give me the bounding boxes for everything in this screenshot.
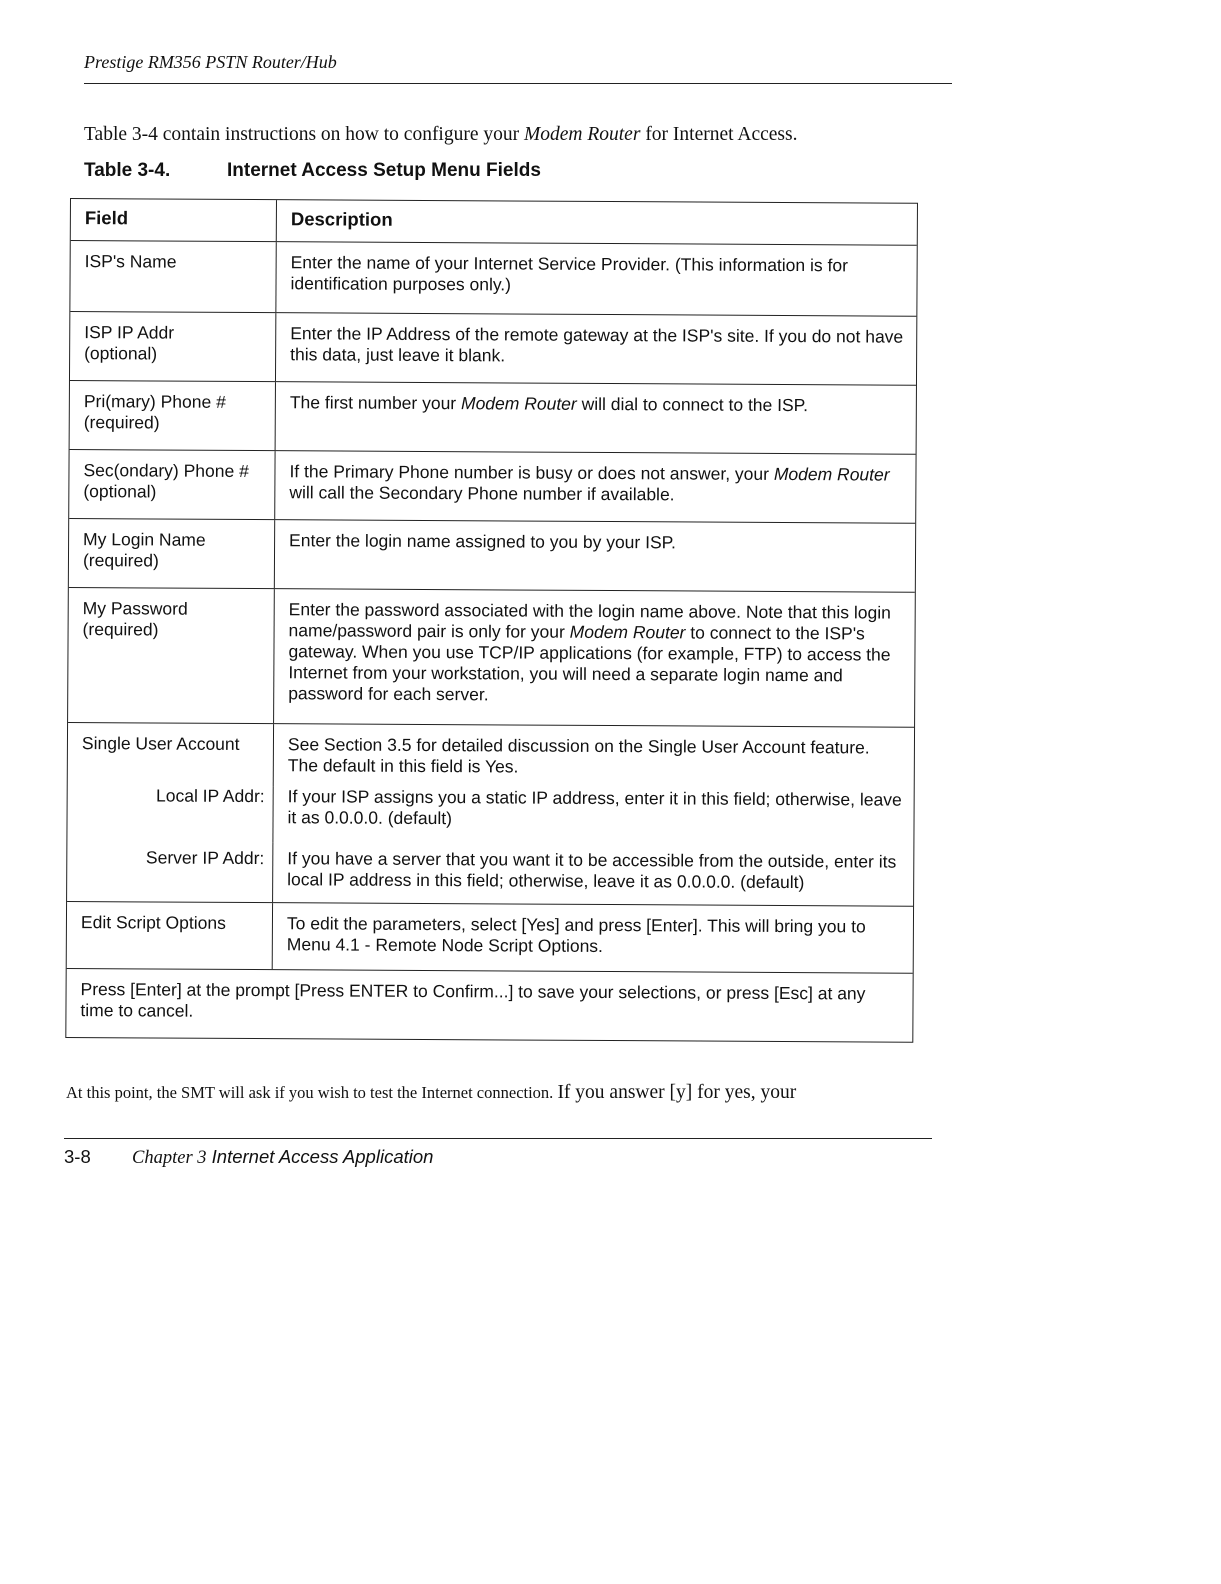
- closing-text-large: If you answer [y] for yes, your: [557, 1082, 797, 1103]
- desc-text: The first number your: [289, 392, 462, 414]
- field-cell: [70, 381, 276, 450]
- desc-emphasis: Modem Router: [460, 393, 577, 414]
- desc-text: will dial to connect to the ISP.: [576, 393, 809, 416]
- table-row: [69, 519, 915, 593]
- field-qualifier: (required): [82, 550, 159, 571]
- description-cell: Enter the IP Address of the remote gateway at the ISP's site. If you do not have this data, just leave it blank.: [290, 323, 904, 366]
- desc-text: will call the Secondary Phone number if available.: [289, 482, 675, 505]
- field-cell: [69, 519, 275, 588]
- intro-text-after: for Internet Access.: [640, 124, 798, 145]
- table-row: [69, 450, 915, 524]
- table-row: [68, 588, 915, 728]
- desc-text: to connect to the ISP's gateway. When you use TCP/IP applications (for example, FTP) to access the Internet from your workstation, you will need a separate login name and password for each server.: [288, 622, 891, 705]
- field-qualifier: (required): [82, 619, 159, 640]
- header-description: Description: [290, 208, 393, 230]
- field-cell: [70, 241, 276, 312]
- intro-emphasis: Modem Router: [524, 124, 641, 145]
- running-footer: [64, 1140, 932, 1169]
- footer-rule: [64, 1138, 932, 1139]
- single-user-subrow: [68, 723, 914, 790]
- field-name: Pri(mary) Phone #: [83, 391, 226, 412]
- local-ip-subrow: [67, 785, 913, 846]
- field-cell: [68, 588, 275, 723]
- closing-text-small: At this point, the SMT will ask if you wish to test the Internet connection.: [66, 1083, 558, 1102]
- field-qualifier: (required): [83, 412, 160, 433]
- server-ip-subrow: [67, 841, 913, 906]
- field-cell: [70, 312, 276, 381]
- description-cell: [275, 451, 915, 523]
- desc-text: If the Primary Phone number is busy or does not answer, your: [289, 461, 774, 484]
- field-cell: [69, 450, 275, 519]
- field-qualifier: (optional): [84, 343, 158, 364]
- intro-paragraph: [84, 124, 964, 146]
- header-field: Field: [71, 199, 277, 241]
- desc-emphasis: Modem Router: [569, 621, 686, 643]
- fields-table: [65, 198, 918, 1043]
- description-cell: Enter the login name assigned to you by your ISP.: [289, 530, 677, 553]
- description-cell: Enter the name of your Internet Service Provider. (This information is for identification purposes only.): [290, 252, 849, 295]
- table-row-single-user: [67, 723, 914, 907]
- description-cell: If you have a server that you want it to be accessible from the outside, enter its local IP address in this field; otherwise, leave it as 0.0.0.0. (default): [287, 848, 897, 893]
- description-cell: If your ISP assigns you a static IP address, enter it in this field; otherwise, leave it as 0.0.0.0. (default): [287, 786, 902, 829]
- table-row: [70, 241, 916, 317]
- closing-paragraph: [66, 1082, 946, 1104]
- description-cell: To edit the parameters, select [Yes] and press [Enter]. This will bring you to Menu 4.1 - Remote Node Script Options.: [286, 913, 866, 956]
- page-number: 3-8: [64, 1146, 91, 1167]
- table-footer-note: Press [Enter] at the prompt [Press ENTER to Confirm...] to save your selections, or press [Esc] at any time to cancel.: [80, 979, 866, 1021]
- field-name: My Login Name: [83, 529, 206, 550]
- desc-text: Enter the password associated with the login name above. Note that this login name/password pair is only for your: [288, 599, 891, 642]
- field-name: ISP IP Addr: [84, 322, 175, 343]
- chapter-title: Internet Access Application: [211, 1146, 434, 1167]
- field-name: Edit Script Options: [67, 902, 273, 969]
- field-qualifier: (optional): [83, 481, 157, 502]
- field-name: Sec(ondary) Phone #: [83, 460, 249, 482]
- description-cell: [276, 382, 916, 454]
- table-row: [70, 381, 916, 455]
- table-number: Table 3-4.: [84, 160, 171, 181]
- desc-emphasis: Modem Router: [773, 463, 890, 485]
- description-cell: See Section 3.5 for detailed discussion on the Single User Account feature. The default in this field is Yes.: [287, 734, 870, 777]
- field-name: Single User Account: [68, 723, 274, 786]
- running-header: Prestige RM356 PSTN Router/Hub: [84, 52, 952, 84]
- chapter-label: Chapter 3: [132, 1148, 207, 1168]
- field-name: Local IP Addr:: [67, 785, 273, 842]
- field-name: ISP's Name: [84, 251, 177, 272]
- table-row: [70, 312, 916, 386]
- table-title: Internet Access Setup Menu Fields: [227, 160, 541, 181]
- field-name: My Password: [82, 598, 188, 619]
- table-row: [67, 902, 913, 974]
- table-caption: [84, 160, 964, 182]
- intro-text-before: Table 3-4 contain instructions on how to configure your: [84, 124, 524, 145]
- table-header-row: [71, 199, 917, 246]
- field-name: Server IP Addr:: [67, 841, 273, 902]
- description-cell: [274, 589, 915, 727]
